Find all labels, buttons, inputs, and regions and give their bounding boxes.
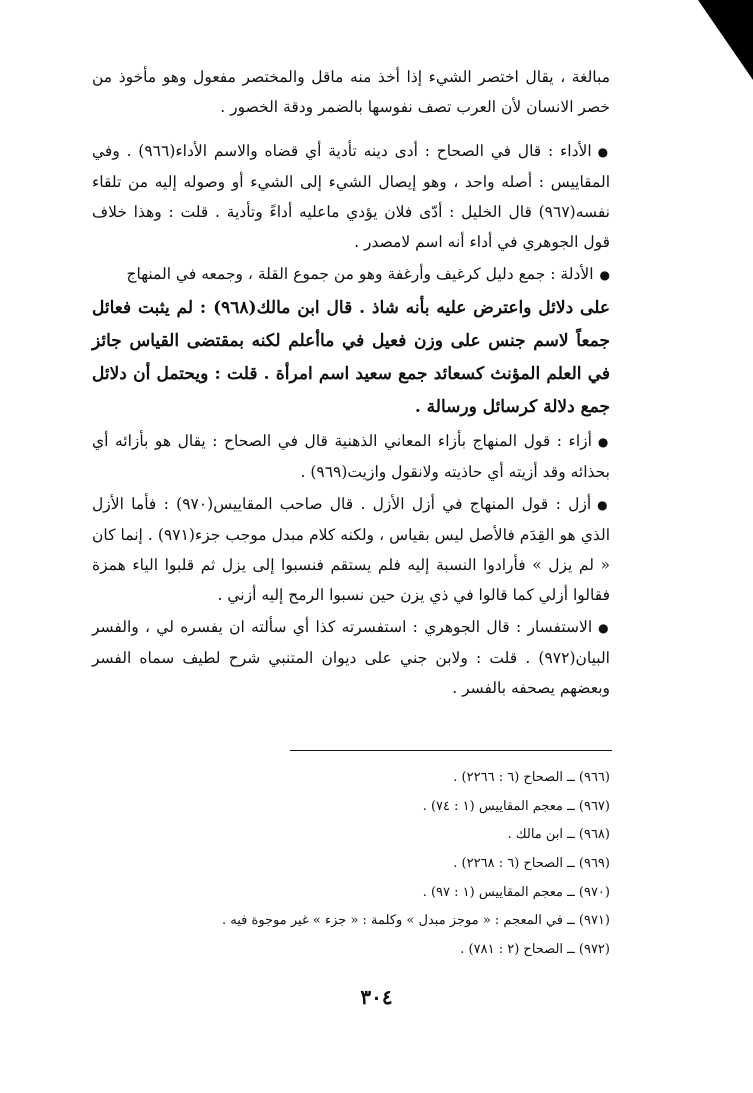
footnote-972: (٩٧٢) ــ الصحاح (٢ : ٧٨١) . <box>460 942 610 958</box>
footnote-969: (٩٦٩) ــ الصحاح (٦ : ٢٢٦٨) . <box>453 856 610 872</box>
page-corner-mark <box>693 0 753 80</box>
paragraph-intro: مبالغة ، يقال اختصر الشيء إذا أخذ منه ماقل والمختصر مفعول وهو مأخوذ من خصر الانسان لأن العرب تصف نفوسها بالضمر ودقة الخصور . <box>92 68 610 116</box>
bullet-icon: ● <box>597 145 610 159</box>
paragraph-text: الاستفسار : قال الجوهري : استفسرته كذا أي سألته ان يفسره لي ، والفسر البيان(٩٧٢) . قلت : ولابن جني على ديوان المتنبي شرح لطيف سماه الفسر وبعضهم يصحفه بالفسر . <box>92 618 610 697</box>
paragraph-text: الأداء : قال في الصحاح : أدى دينه تأدية أي قضاه والاسم الأداء(٩٦٦) . وفي المقاييس : أصله واحد ، وهو إيصال الشيء إلى الشيء أو وصوله إليه من تلقاء نفسه(٩٦٧) قال الخليل : أدّى فلان يؤدي ماعليه أداءً وتأدية . قلت : وهذا خلاف قول الجوهري في أداء أنه اسم لامصدر . <box>92 142 610 251</box>
paragraph-text: أزل : قول المنهاج في أزل الأزل . قال صاحب المقاييس(٩٧٠) : فأما الأزل الذي هو القِدَم فالأصل ليس بقياس ، ولكنه كلام مبدل موجب جزء(٩٧١) . إنما كان « لم يزل » فأرادوا النسبة إليه فلم يستقم فنسبوا إلى يزل ثم قلبوا الياء همزة فقالوا أزلي كما قالوا في ذي يزن حين نسبوا الرمح إليه أزني . <box>92 495 610 604</box>
paragraph-adaa <box>92 136 610 257</box>
footnote-970: (٩٧٠) ــ معجم المقاييس (١ : ٩٧) . <box>422 884 610 900</box>
footnote-966: (٩٦٦) ــ الصحاح (٦ : ٢٢٦٦) . <box>453 770 610 785</box>
paragraph-adilla-bold: على دلائل واعترض عليه بأنه شاذ . قال ابن مالك(٩٦٨) : لم يثبت فعائل جمعاً لاسم جنس على وزن فعيل في ماأعلم لكنه بمقتضى القياس جائز في العلم المؤنث كسعائد جمع سعيد اسم امرأة . قلت : ويحتمل أن دلائل جمع دلالة كرسائل ورسالة . <box>92 298 611 417</box>
paragraph-adilla <box>92 259 610 290</box>
paragraph-text: الأدلة : جمع دليل كرغيف وأرغفة وهو من جموع القلة ، وجمعه في المنهاج <box>126 265 594 283</box>
paragraph-azal <box>92 489 610 610</box>
bullet-icon: ● <box>597 498 610 512</box>
footnote-967: (٩٦٧) ــ معجم المقاييس (١ : ٧٤) . <box>422 798 610 814</box>
page-number: ٣٠٤ <box>360 985 393 1009</box>
main-text <box>92 62 610 705</box>
footnotes <box>92 764 610 965</box>
paragraph-text: أزاء : قول المنهاج بأزاء المعاني الذهنية قال في الصحاح : يقال هو بأزائه أي بحذائه وقد أزيته أي حاذيته ولانقول وازيت(٩٦٩) . <box>92 432 610 481</box>
footnote-divider <box>290 750 612 751</box>
paragraph-istifsar <box>92 612 610 703</box>
bullet-icon: ● <box>599 268 610 282</box>
bullet-icon: ● <box>597 435 610 449</box>
footnote-968: (٩٦٨) ــ ابن مالك . <box>507 827 610 843</box>
footnote-971: (٩٧١) ــ في المعجم : « موجز مبدل » وكلمة : « جزء » غير موجوة فيه . <box>222 913 610 929</box>
paragraph-izaa <box>92 426 610 487</box>
bullet-icon: ● <box>598 621 610 635</box>
